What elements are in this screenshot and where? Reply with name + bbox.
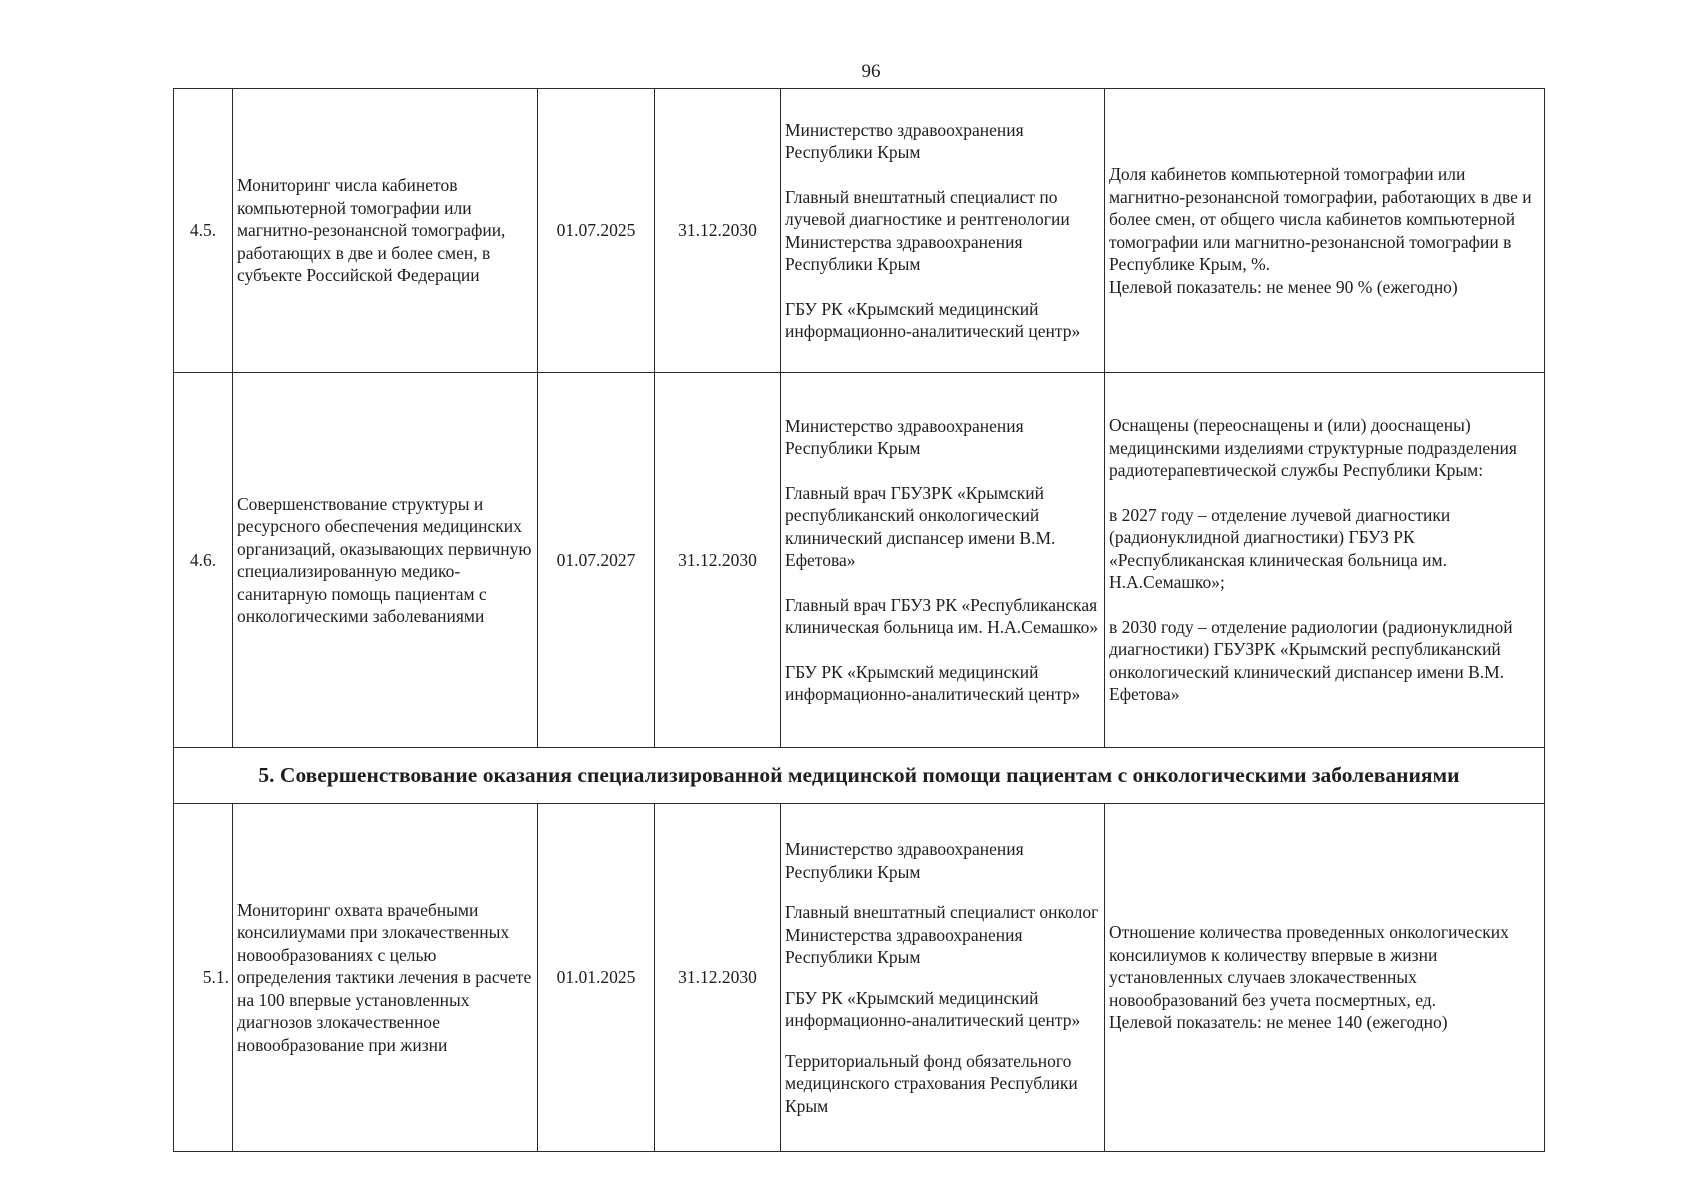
end-date: 31.12.2030 <box>655 89 781 373</box>
responsible-cell <box>781 89 1105 373</box>
end-date: 31.12.2030 <box>655 804 781 1152</box>
result-item: в 2030 году – отделение радиологии (радионуклидной диагностики) ГБУЗРК «Крымский республиканский онкологический клинический диспансер имени В.М. Ефетова» <box>1109 616 1513 705</box>
start-date: 01.01.2025 <box>538 804 655 1152</box>
page-number: 96 <box>861 61 881 82</box>
row-number: 5.1. <box>174 804 233 1152</box>
result-item: Доля кабинетов компьютерной томографии или магнитно-резонансной томографии, работающих в две и более смен, от общего числа кабинетов компьютерной томографии или магнитно-резонансной томографии в Республике Крым, %. <box>1109 164 1532 274</box>
event-cell: Мониторинг числа кабинетов компьютерной томографии или магнитно-резонансной томографии, работающих в две и более смен, в субъекте Российской Федерации <box>233 89 538 373</box>
result-item: Оснащены (переоснащены и (или) дооснащены) медицинскими изделиями структурные подразделения радиотерапевтической службы Республики Крым: <box>1109 415 1517 481</box>
responsible-item: ГБУ РК «Крымский медицинский информационно-аналитический центр» <box>785 661 1081 704</box>
responsible-item: ГБУ РК «Крымский медицинский информационно-аналитический центр» <box>785 298 1081 341</box>
section-title: 5. Совершенствование оказания специализированной медицинской помощи пациентам с онкологическими заболеваниями <box>174 748 1545 804</box>
end-date: 31.12.2030 <box>655 373 781 748</box>
responsible-item: Главный врач ГБУЗРК «Крымский республиканский онкологический клинический диспансер имени В.М. Ефетова» <box>785 482 1056 570</box>
table-row <box>174 373 1545 748</box>
result-item: Отношение количества проведенных онкологических консилиумов к количеству впервые в жизни установленных случаев злокачественных новообразований без учета посмертных, ед. <box>1109 922 1509 1010</box>
start-date: 01.07.2027 <box>538 373 655 748</box>
event-cell: Совершенствование структуры и ресурсного обеспечения медицинских организаций, оказывающих первичную специализированную медико-санитарную помощь пациентам с онкологическими заболеваниями <box>233 373 538 748</box>
responsible-item: Министерство здравоохранения Республики Крым <box>785 839 1024 882</box>
result-cell <box>1105 373 1545 748</box>
responsible-item: Министерство здравоохранения Республики Крым <box>785 119 1024 162</box>
responsible-item: Главный внештатный специалист онколог Министерства здравоохранения Республики Крым <box>785 902 1099 967</box>
row-number: 4.6. <box>174 373 233 748</box>
responsible-item: ГБУ РК «Крымский медицинский информационно-аналитический центр» <box>785 987 1081 1030</box>
result-item: Целевой показатель: не менее 90 % (ежегодно) <box>1109 276 1458 297</box>
responsible-item: Министерство здравоохранения Республики Крым <box>785 415 1024 458</box>
responsible-cell <box>781 373 1105 748</box>
start-date: 01.07.2025 <box>538 89 655 373</box>
table-row <box>174 89 1545 373</box>
table-row <box>174 804 1545 1152</box>
plan-table <box>173 88 1545 1152</box>
result-cell <box>1105 804 1545 1152</box>
result-item: в 2027 году – отделение лучевой диагностики (радионуклидной диагностики) ГБУЗ РК «Республиканская клиническая больница им. Н.А.Семашко»; <box>1109 504 1451 593</box>
result-cell <box>1105 89 1545 373</box>
responsible-item: Главный внештатный специалист по лучевой диагностике и рентгенологии Министерства здравоохранения Республики Крым <box>785 186 1070 274</box>
responsible-cell <box>781 804 1105 1152</box>
result-item: Целевой показатель: не менее 140 (ежегодно) <box>1109 1012 1448 1033</box>
responsible-item: Главный врач ГБУЗ РК «Республиканская клиническая больница им. Н.А.Семашко» <box>785 594 1099 637</box>
responsible-item: Территориальный фонд обязательного медицинского страхования Республики Крым <box>785 1050 1078 1116</box>
event-cell: Мониторинг охвата врачебными консилиумами при злокачественных новообразованиях с целью определения тактики лечения в расчете на 100 впервые установленных диагнозов злокачественное новообразование при жизни <box>233 804 538 1152</box>
row-number: 4.5. <box>174 89 233 373</box>
section-header-row <box>174 748 1545 804</box>
